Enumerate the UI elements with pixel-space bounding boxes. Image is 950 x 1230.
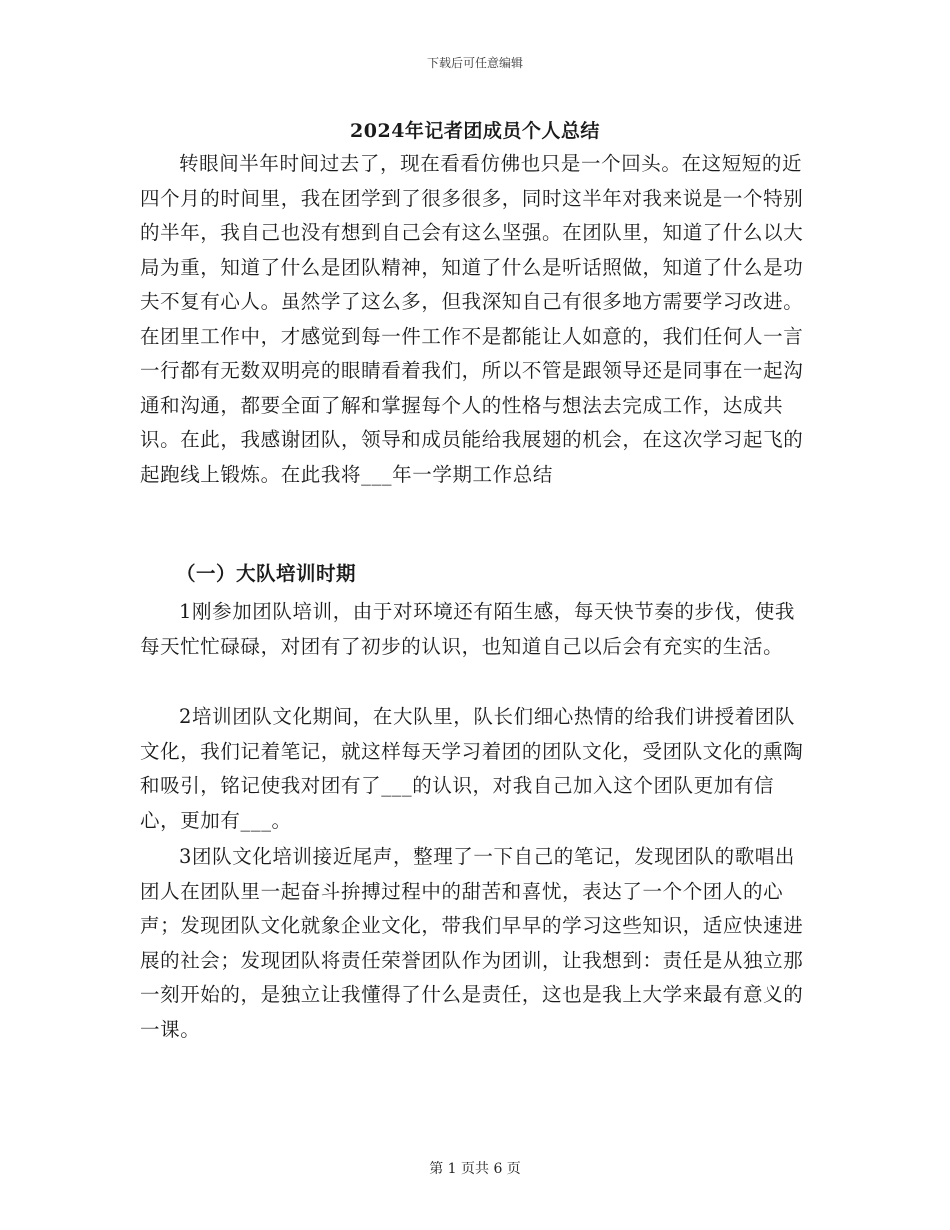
intro-paragraph-block [140, 147, 812, 492]
paragraph-block-1 [140, 595, 812, 664]
paragraph-2: 2培训团队文化期间，在大队里，队长们细心热情的给我们讲授着团队文化，我们记着笔记，就这样每天学习着团的团队文化，受团队文化的熏陶和吸引，铭记使我对团有了___的认识，对我自己加入这个团队更加有信心，更加有___。 [140, 705, 804, 832]
paragraph-block-3 [140, 840, 812, 1047]
page-number-footer: 第 1 页共 6 页 [429, 1161, 521, 1177]
intro-paragraph: 转眼间半年时间过去了，现在看看仿佛也只是一个回头。在这短短的近四个月的时间里，我在团学到了很多很多，同时这半年对我来说是一个特别的半年，我自己也没有想到自己会有这么坚强。在团队里，知道了什么以大局为重，知道了什么是团队精神，知道了什么是听话照做，知道了什么是功夫不复有心人。虽然学了这么多，但我深知自己有很多地方需要学习改进。在团里工作中，才感觉到每一件工作不是都能让人如意的，我们任何人一言一行都有无数双明亮的眼睛看着我们，所以不管是跟领导还是同事在一起沟通和沟通，都要全面了解和掌握每个人的性格与想法去完成工作，达成共识。在此，我感谢团队，领导和成员能给我展翅的机会，在这次学习起飞的起跑线上锻炼。在此我将___年一学期工作总结 [140, 152, 804, 486]
paragraph-1: 1刚参加团队培训，由于对环境还有陌生感，每天快节奏的步伐，使我每天忙忙碌碌，对团有了初步的认识，也知道自己以后会有充实的生活。 [140, 600, 796, 658]
paragraph-block-2 [140, 700, 812, 838]
paragraph-3: 3团队文化培训接近尾声，整理了一下自己的笔记，发现团队的歌唱出团人在团队里一起奋斗拚搏过程中的甜苦和喜忧，表达了一个个团人的心声；发现团队文化就象企业文化，带我们早早的学习这些知识，适应快速进展的社会；发现团队将责任荣誉团队作为团训，让我想到：责任是从独立那一刻开始的，是独立让我懂得了什么是责任，这也是我上大学来最有意义的一课。 [140, 845, 804, 1041]
page-header-note: 下载后可任意编辑 [426, 56, 523, 70]
document-title: 2024年记者团成员个人总结 [350, 120, 600, 142]
section-heading: （一）大队培训时期 [176, 562, 357, 585]
